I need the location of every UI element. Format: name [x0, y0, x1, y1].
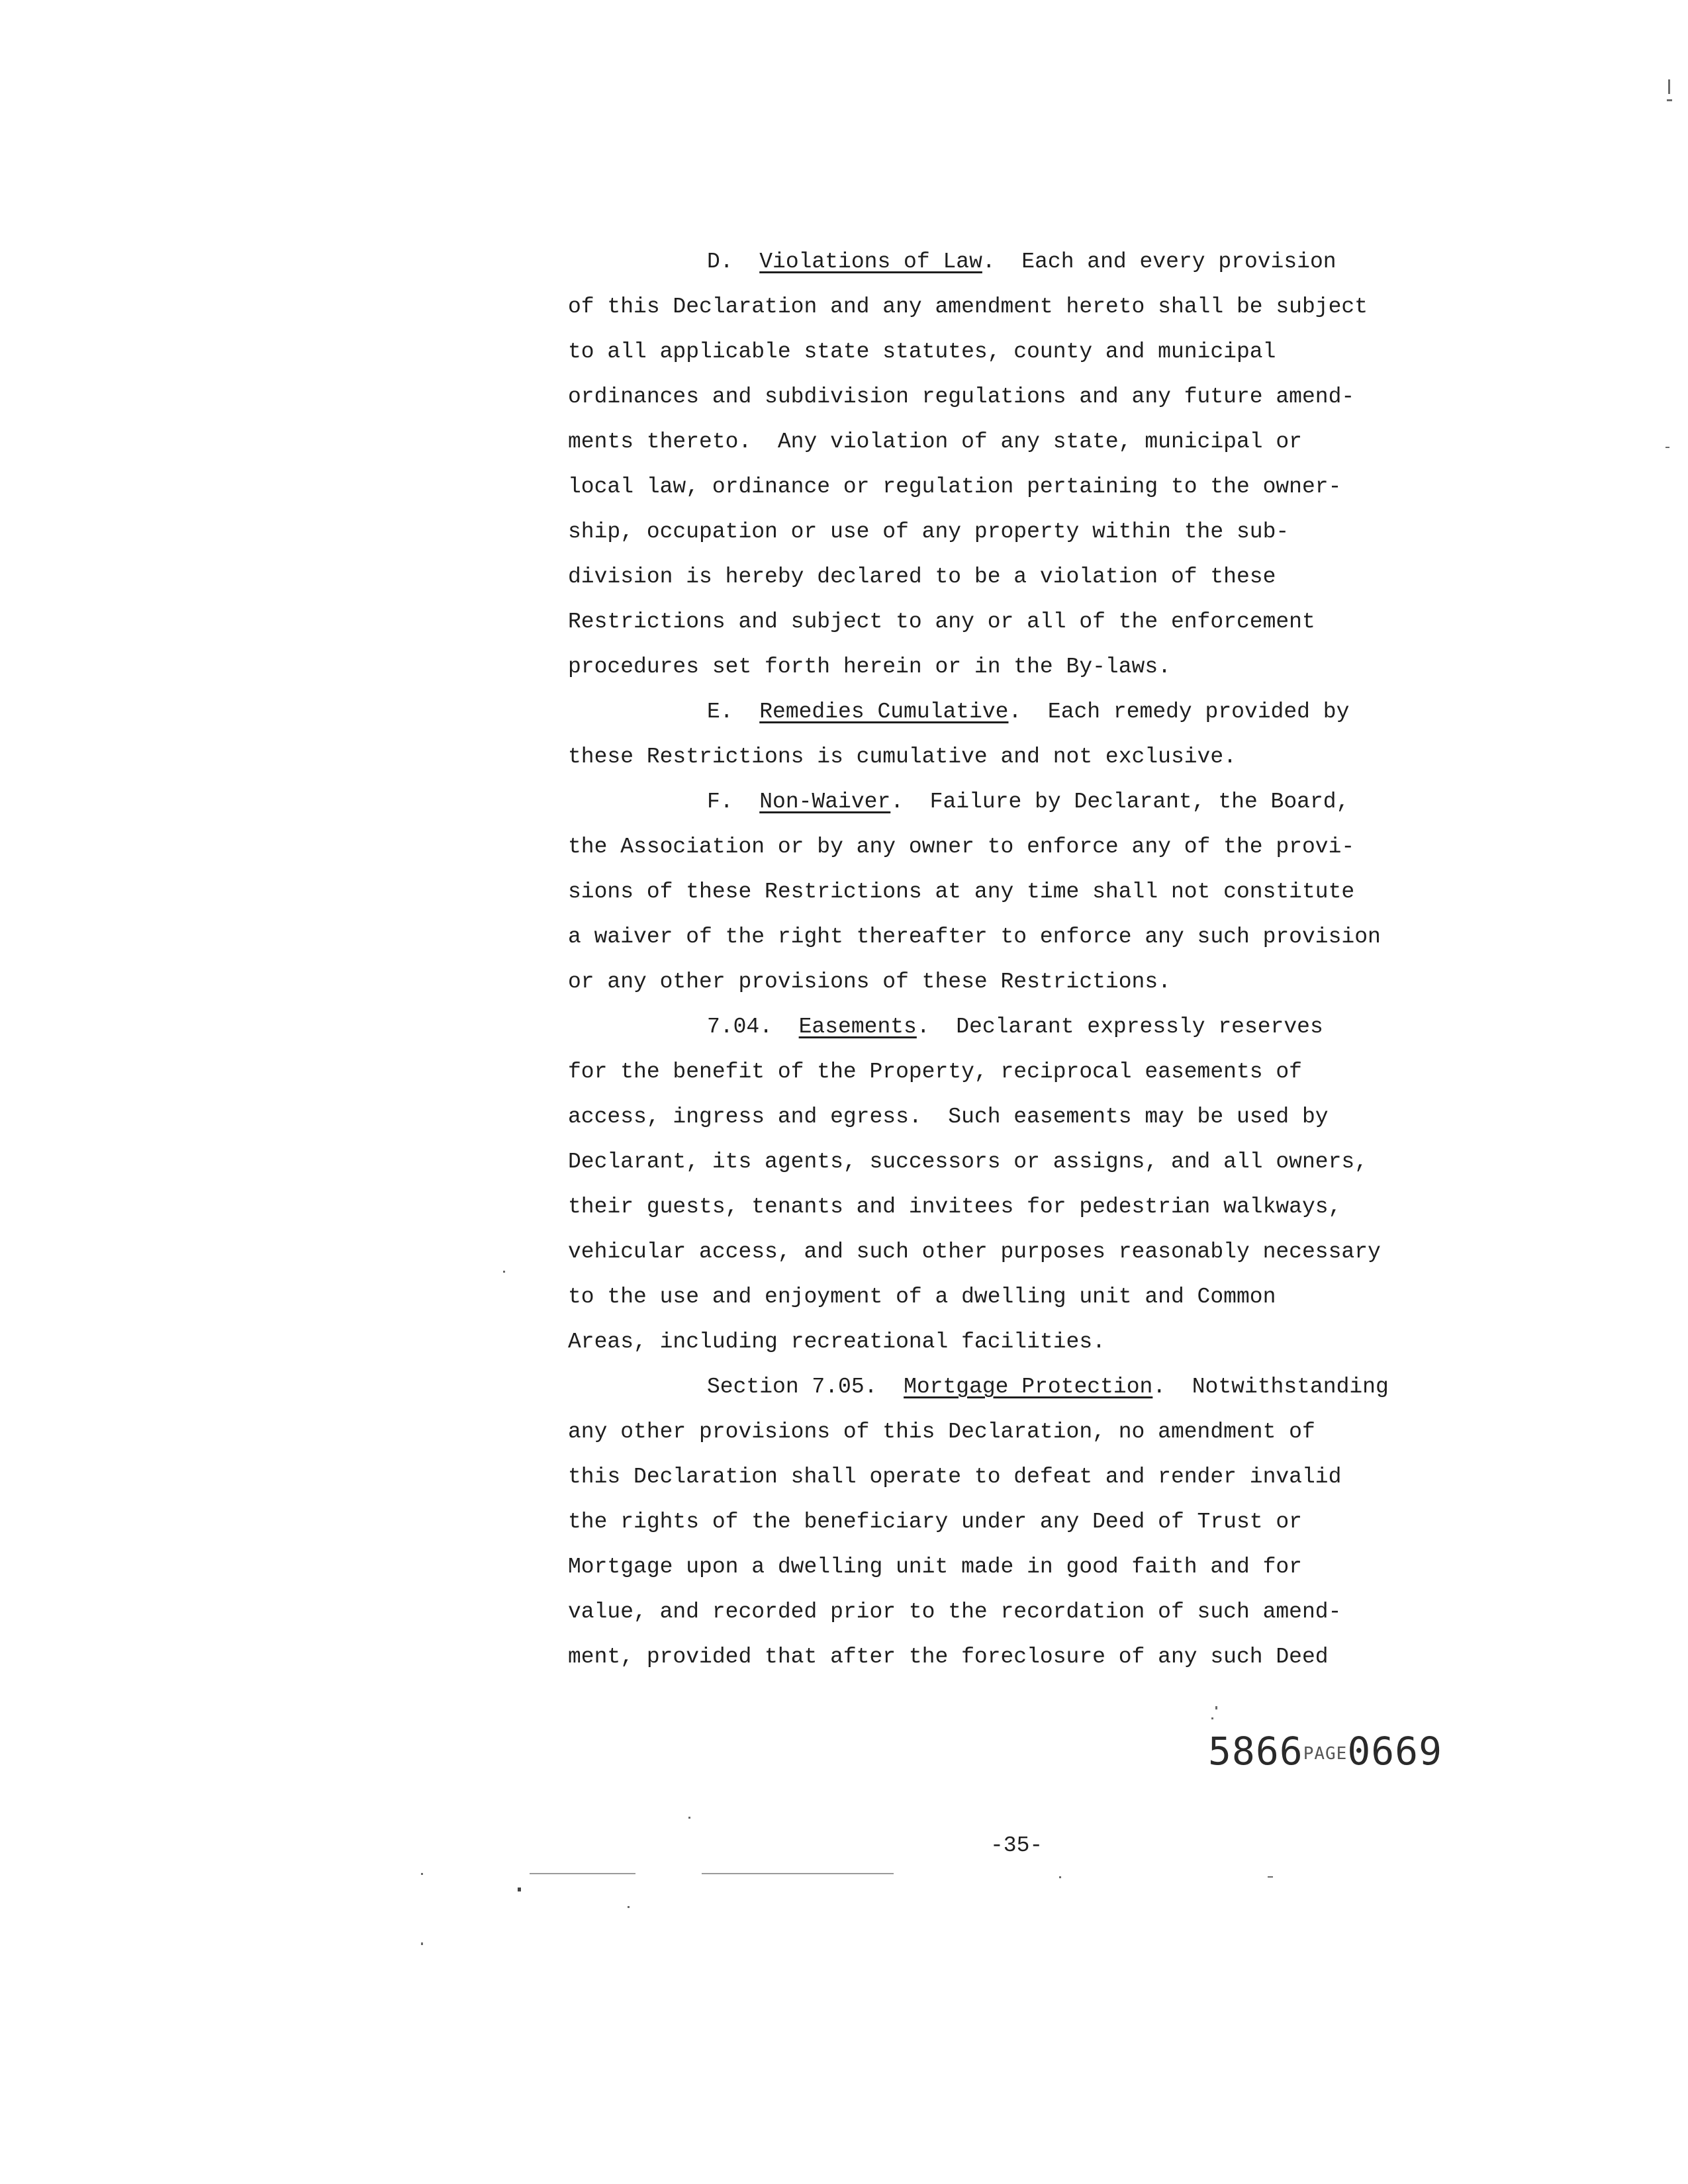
section-704-heading: Easements: [798, 1015, 917, 1039]
section-705-prefix: Section 7.05.: [707, 1375, 904, 1399]
scan-speck: [1211, 1717, 1213, 1719]
scan-speck: [421, 1873, 423, 1875]
section-704-line: for the benefit of the Property, reciprocal easements of: [568, 1060, 1302, 1084]
section-704-heading-line: [568, 1005, 1429, 1050]
section-704-line: Declarant, its agents, successors or assigns, and all owners,: [568, 1150, 1368, 1174]
scan-speck: [688, 1817, 690, 1819]
scan-speck: [1215, 1706, 1217, 1709]
section-705-heading: Mortgage Protection: [904, 1375, 1153, 1399]
section-704-heading-rest: . Declarant expressly reserves: [916, 1015, 1323, 1039]
paragraph-d-line: to all applicable state statutes, county and municipal: [568, 340, 1276, 364]
section-705-line: ment, provided that after the foreclosure of any such Deed: [568, 1645, 1329, 1669]
recording-stamp: [1208, 1729, 1442, 1774]
section-704-prefix: 7.04.: [707, 1015, 799, 1039]
scan-speck: [530, 1873, 635, 1874]
stamp-page-label: PAGE: [1303, 1743, 1348, 1764]
paragraph-d-heading: Violations of Law: [759, 250, 982, 274]
paragraph-e-heading-line: [568, 690, 1429, 735]
section-705-line: value, and recorded prior to the recordation of such amend-: [568, 1600, 1342, 1624]
scan-speck: [1665, 447, 1669, 448]
scan-speck: [503, 1271, 505, 1273]
section-705-line: any other provisions of this Declaration, no amendment of: [568, 1420, 1315, 1444]
paragraph-d-heading-line: [568, 240, 1429, 285]
section-704-line: Areas, including recreational facilities.: [568, 1330, 1105, 1354]
paragraph-f-heading-line: [568, 780, 1429, 825]
paragraph-e-line: these Restrictions is cumulative and not exclusive.: [568, 745, 1237, 769]
section-705-heading-line: [568, 1365, 1429, 1410]
page-number: -35-: [990, 1833, 1043, 1858]
paragraph-d-line: division is hereby declared to be a violation of these: [568, 565, 1276, 589]
paragraph-f-prefix: F.: [707, 790, 760, 814]
scan-speck: [421, 1942, 423, 1945]
scan-speck: [1668, 79, 1670, 94]
paragraph-d-line: Restrictions and subject to any or all of the enforcement: [568, 610, 1315, 634]
paragraph-d-prefix: D.: [707, 250, 760, 274]
scan-speck: [518, 1888, 521, 1891]
paragraph-f-heading: Non-Waiver: [759, 790, 891, 814]
paragraph-d-heading-rest: . Each and every provision: [982, 250, 1336, 274]
section-704-line: to the use and enjoyment of a dwelling unit and Common: [568, 1285, 1276, 1309]
section-704-line: their guests, tenants and invitees for pedestrian walkways,: [568, 1195, 1342, 1219]
scan-speck: [628, 1906, 630, 1908]
section-705-line: the rights of the beneficiary under any Deed of Trust or: [568, 1510, 1302, 1534]
paragraph-d-line: ments thereto. Any violation of any state, municipal or: [568, 430, 1302, 454]
scan-speck: [1059, 1876, 1061, 1878]
paragraph-e-heading: Remedies Cumulative: [759, 700, 1009, 724]
paragraph-e-prefix: E.: [707, 700, 760, 724]
document-body: [568, 240, 1429, 1680]
paragraph-e-heading-rest: . Each remedy provided by: [1008, 700, 1350, 724]
section-704-line: access, ingress and egress. Such easements may be used by: [568, 1105, 1329, 1129]
section-705-line: Mortgage upon a dwelling unit made in good faith and for: [568, 1555, 1302, 1579]
paragraph-f-line: the Association or by any owner to enforce any of the provi-: [568, 835, 1355, 859]
paragraph-f-line: a waiver of the right thereafter to enforce any such provision: [568, 925, 1381, 949]
paragraph-d-line: ordinances and subdivision regulations and any future amend-: [568, 385, 1355, 409]
paragraph-f-line: sions of these Restrictions at any time shall not constitute: [568, 880, 1355, 904]
stamp-book-number: 5866: [1208, 1729, 1303, 1774]
paragraph-f-line: or any other provisions of these Restrictions.: [568, 970, 1171, 994]
scan-speck: [1268, 1876, 1273, 1878]
stamp-page-number: 0669: [1347, 1729, 1442, 1774]
scan-speck: [702, 1873, 781, 1874]
section-705-heading-rest: . Notwithstanding: [1152, 1375, 1389, 1399]
paragraph-d-line: local law, ordinance or regulation pertaining to the owner-: [568, 475, 1342, 499]
paragraph-d-line: procedures set forth herein or in the By-laws.: [568, 655, 1171, 679]
paragraph-d-line: ship, occupation or use of any property within the sub-: [568, 520, 1289, 544]
scan-speck: [1667, 99, 1672, 101]
paragraph-f-heading-rest: . Failure by Declarant, the Board,: [890, 790, 1350, 814]
section-705-line: this Declaration shall operate to defeat and render invalid: [568, 1465, 1342, 1489]
section-704-line: vehicular access, and such other purposes reasonably necessary: [568, 1240, 1381, 1264]
paragraph-d-line: of this Declaration and any amendment hereto shall be subject: [568, 295, 1368, 319]
scan-speck: [774, 1873, 894, 1874]
